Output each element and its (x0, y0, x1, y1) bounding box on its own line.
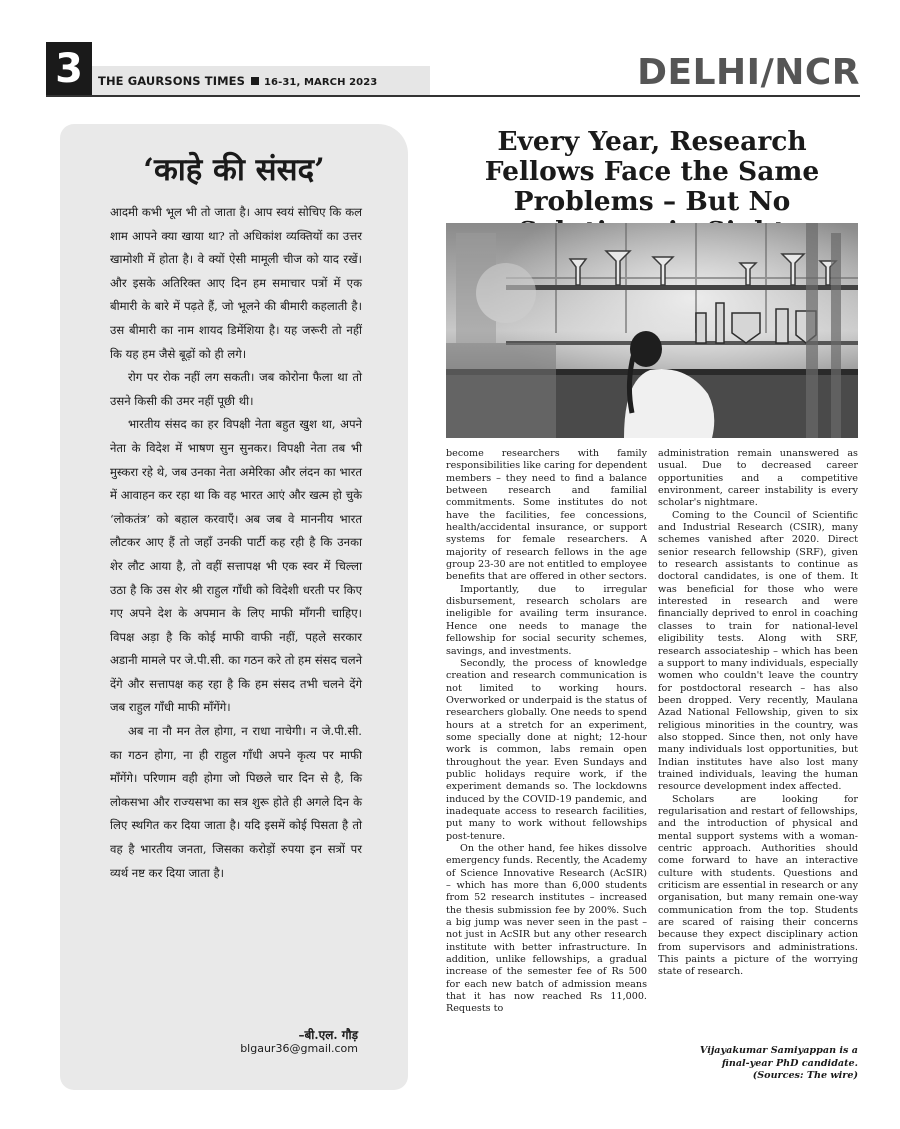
article-paragraph: administration remain unanswered as usual. Due to decreased career opportunities and a competitive environment, career instability is every scholar's nightmare. (658, 448, 858, 509)
article-paragraph: Secondly, the process of knowledge creation and research communication is not limited to working hours. Overworked or underpaid is the status of researchers globally. One needs to spend hours at a stretch for an experiment, some specially done at night; 12-hour work is common, labs remain open throughout the year. Even Sundays and public holidays require work, if the experiment demands so. The lockdowns induced by the COVID-19 pandemic, and inadequate access to research facilities, put many to work without fellowships post-tenure. (446, 657, 647, 842)
section-title: DELHI/NCR (637, 52, 860, 93)
article-paragraph: Importantly, due to irregular disbursement, research scholars are ineligible for availing term insurance. Hence one needs to manage the fellowship for social security schemes, savings, and investments. (446, 583, 647, 657)
hindi-paragraph: आदमी कभी भूल भी तो जाता है। आप स्वयं सोचिए कि कल शाम आपने क्या खाया था? तो अधिकांश व्यक्तियों का उत्तर खामोशी में होता है। वे क्यों ऐसी मामूली चीज को याद रखें। और इसके अतिरिक्त आए दिन हम समाचार पत्रों में एक बीमारी के बारे में पढ़ते हैं, जो भूलने की बीमारी कहलाती है। उस बीमारी का नाम शायद डिमेंशिया है। यह जरूरी तो नहीं कि यह हम जैसे बूढ़ों को ही लगे। (110, 205, 362, 361)
article-headline: Every Year, Research Fellows Face the Same Problems – But No (484, 126, 820, 217)
lab-photo (446, 223, 858, 438)
source-credit: (Sources: The wire) (752, 1070, 858, 1082)
article-column-2 (658, 448, 858, 1048)
hindi-author-email: blgaur36@gmail.com (240, 1042, 358, 1055)
author-credit-line: Vijayakumar Samiyappan is a (699, 1045, 858, 1056)
hindi-column-body (110, 201, 362, 885)
hindi-paragraph: भारतीय संसद का हर विपक्षी नेता बहुत खुश था, अपने नेता के विदेश में भाषण सुन सुनकर। विपक्षी नेता तब भी मुस्करा रहे थे, जब उनका नेता अमेरिका और लंदन का भारत में आवाहन कर रहा था कि वह भारत आएं और खत्म हो चुके ‘लोकतंत्र’ को बहाल करवाएँ। अब जब वे माननीय भारत लौटकर आए हैं तो जहाँ उनकी पार्टी कह रही है कि उनका शेर लौट आया है, तो वहीं सत्तापक्ष भी एक स्वर में चिल्ला उठा है कि उस शेर श्री राहुल गाँधी को विदेशी धरती पर किए गए अपने देश के अपमान के लिए माफी माँगनी चाहिए। विपक्ष अड़ा है कि कोई माफी वाफी नहीं, पहले सरकार अडानी मामले पर जे.पी.सी. का गठन करे तो हम संसद चलने देंगे और सत्तापक्ष कह रहा है कि हम संसद तभी चलने देंगे जब राहुल गाँधी माफी माँगेंगे। (110, 417, 362, 715)
issue-date: 16-31, MARCH 2023 (263, 77, 378, 88)
page-number: 3 (46, 42, 92, 96)
article-paragraph: On the other hand, fee hikes dissolve emergency funds. Recently, the Academy of Science Innovative Research (AcSIR) – which has more than 6,000 students from 52 research institutes – increased the thesis submission fee by 200%. Such a big jump was never seen in the past – not just in AcSIR but any other research institute with better infrastructure. In addition, unlike fellowships, a gradual increase of the semester fee of Rs 500 for each new batch of admission means that it has now reached Rs 11,000. Requests to (446, 843, 647, 1015)
author-credit-line: final-year PhD candidate. (721, 1057, 858, 1069)
author-credit (658, 1045, 858, 1083)
masthead (98, 74, 377, 88)
hindi-paragraph: रोग पर रोक नहीं लग सकती। जब कोरोना फैला था तो उसने किसी की उमर नहीं पूछी थी। (110, 370, 362, 408)
hindi-paragraph: अब ना नौ मन तेल होगा, न राधा नाचेगी। न जे.पी.सी. का गठन होगा, ना ही राहुल गाँधी अपने कृत्य पर माफी माँगेंगे। परिणाम वही होगा जो पिछले चार दिन से है, कि लोकसभा और राज्यसभा का सत्र शुरू होते ही अगले दिन के लिए स्थगित कर दिया जाता है। यदि इसमें कोई पिसता है तो वह है भारतीय जनता, जिसका करोड़ों रुपया इन सत्रों पर व्यर्थ नष्ट कर दिया जाता है। (110, 724, 362, 880)
square-bullet-icon (251, 77, 259, 85)
publication-name: THE GAURSONS TIMES (98, 74, 245, 88)
article-paragraph: Scholars are looking for regularisation and restart of fellowships, and the introduction of physical and mental support systems with a woman-centric approach. Authorities should come forward to have an interactive culture with students. Questions and criticism are essential in research or any organisation, but many remain one-way communication from the top. Students are scared of raising their concerns because they expect disciplinary action from supervisors and administrations. This paints a picture of the worrying state of research. (658, 793, 858, 978)
hindi-column-title: ‘काहे की संसद’ (143, 152, 325, 188)
hindi-author: –बी.एल. गौड़ (298, 1028, 358, 1042)
article-column-1 (446, 448, 647, 1096)
laboratory-image-icon (446, 223, 858, 438)
header-rule (46, 95, 860, 97)
article-paragraph: become researchers with family responsibilities like caring for dependent members – they need to find a balance between research and familial commitments. Some institutes do not have the facilities, fee concessions, health/accidental insurance, or support systems for female researchers. A majority of research fellows in the age group 23-30 are not entitled to employee benefits that are offered in other sectors. (446, 448, 647, 583)
article-paragraph: Coming to the Council of Scientific and Industrial Research (CSIR), many schemes vanished after 2020. Direct senior research fellowship (SRF), given to research assistants to continue as doctoral candidates, is one of them. It was beneficial for those who were interested in research and were financially deprived to enrol in coaching classes to train for national-level eligibility tests. Along with SRF, research associateship – which has been a support to many individuals, especially women who couldn't leave the country for postdoctoral research – has also been dropped. Very recently, Maulana Azad National Fellowship, given to six religious minorities in the country, was also stopped. Since then, not only have many individuals lost opportunities, but Indian institutes have also lost many trained individuals, leaving the human resource development index affected. (658, 509, 858, 793)
